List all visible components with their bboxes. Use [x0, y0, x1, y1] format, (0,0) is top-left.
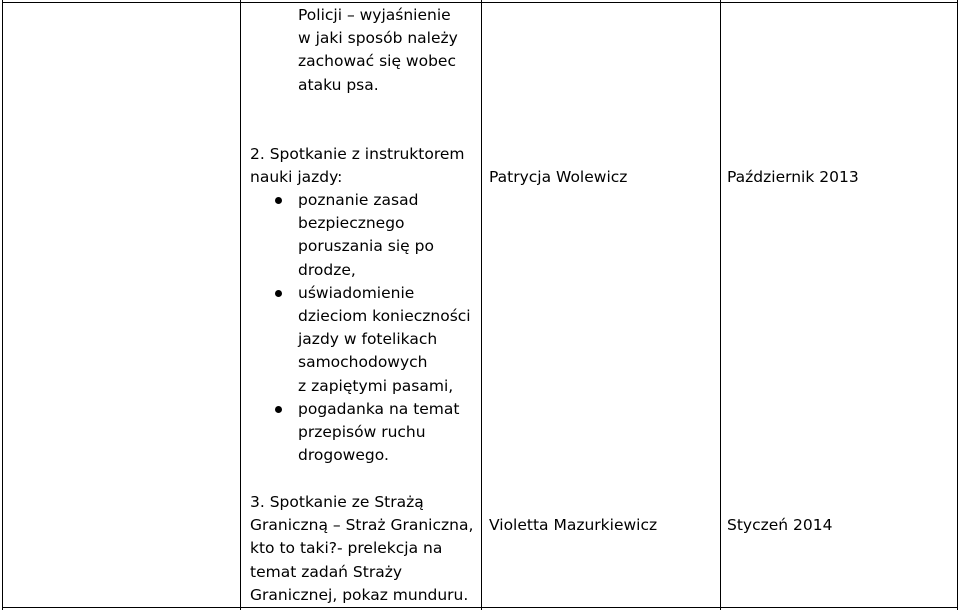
text-line: bezpiecznego — [298, 214, 405, 233]
row-2-date: Październik 2013 — [727, 168, 859, 186]
bullet-item — [298, 282, 471, 398]
bullet-list — [298, 189, 471, 467]
bullet-icon — [275, 290, 282, 297]
text-line: 3. Spotkanie ze Strażą — [250, 493, 424, 511]
row-3-person: Violetta Mazurkiewicz — [489, 516, 658, 534]
bullet-icon — [275, 197, 282, 204]
text-line: drodze, — [298, 260, 356, 279]
table-divider-1 — [240, 0, 241, 610]
row-3-activity — [250, 491, 473, 607]
text-line: zachować się wobec — [298, 52, 456, 71]
text-line: poruszania się po — [298, 237, 434, 256]
text-line: ataku psa. — [298, 75, 379, 94]
table-border-bottom — [2, 607, 958, 608]
text-line: Granicznej, pokaz munduru. — [250, 585, 469, 604]
row-1-activity — [298, 4, 458, 97]
bullet-item — [298, 398, 471, 468]
row-2-activity-heading — [250, 143, 465, 189]
row-3-date: Styczeń 2014 — [727, 516, 833, 534]
table-divider-2 — [481, 0, 482, 610]
text-line: drogowego. — [298, 446, 389, 465]
text-line: 2. Spotkanie z instruktorem — [250, 145, 465, 163]
text-line: Graniczną – Straż Graniczna, — [250, 516, 474, 535]
text-line: z zapiętymi pasami, — [298, 376, 454, 395]
text-line: jazdy w fotelikach — [298, 330, 438, 349]
text-line: nauki jazdy: — [250, 168, 343, 187]
text-line: temat zadań Straży — [250, 562, 403, 581]
text-line: dzieciom konieczności — [298, 307, 471, 326]
row-2-person: Patrycja Wolewicz — [489, 168, 628, 186]
text-line: uświadomienie — [298, 283, 415, 302]
bullet-item — [298, 189, 471, 282]
table-border-left — [2, 0, 3, 610]
table-border-right — [957, 0, 958, 610]
text-line: pogadanka na temat — [298, 399, 460, 418]
text-line: w jaki sposób należy — [298, 29, 458, 48]
text-line: przepisów ruchu — [298, 423, 426, 442]
bullet-icon — [275, 406, 282, 413]
row-2-activity-bullets — [298, 189, 471, 467]
text-line: samochodowych — [298, 353, 428, 372]
text-line: Policji – wyjaśnienie — [298, 6, 451, 24]
text-line: kto to taki?- prelekcja na — [250, 539, 443, 558]
table-border-top — [2, 2, 958, 3]
text-line: poznanie zasad — [298, 191, 419, 209]
table-divider-3 — [720, 0, 721, 610]
